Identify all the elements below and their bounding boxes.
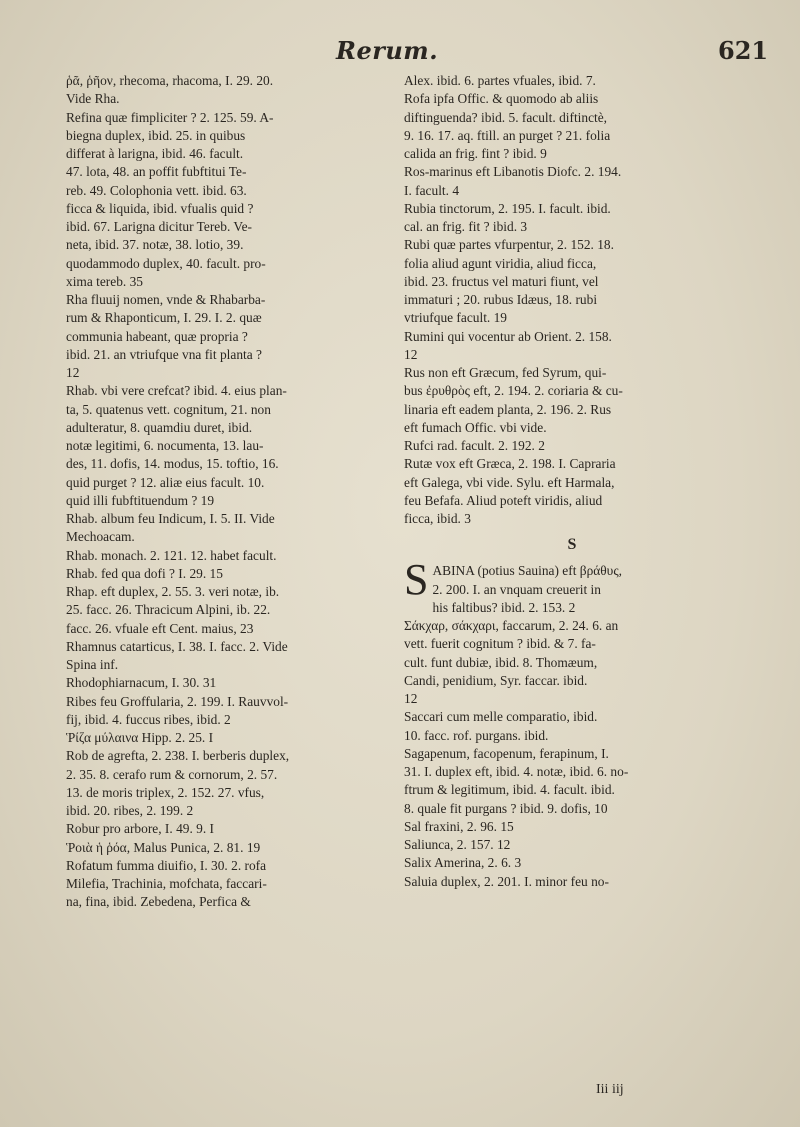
index-entry-line: ABINA (potius Sauina) eft βράθυς, <box>432 563 622 579</box>
drop-cap-initial: S <box>404 555 429 605</box>
index-entry-line: reb. 49. Colophonia vett. ibid. 63. <box>66 182 247 198</box>
index-entry-line: Spina inf. <box>66 657 119 672</box>
index-entry-line: 10. facc. rof. purgans. ibid. <box>404 727 549 743</box>
index-entry-line: Σάκχαρ, σάκχαρι, faccarum, 2. 24. 6. an <box>404 618 619 633</box>
index-entry-line: Milefia, Trachinia, mofchata, faccari- <box>66 876 267 891</box>
index-entry-line: Rhap. eft duplex, 2. 55. 3. veri notæ, ib. <box>66 584 280 599</box>
index-entry-line: 12 <box>66 365 80 380</box>
index-entry-line: Rubia tinctorum, 2. 195. I. facult. ibid. <box>404 200 611 216</box>
index-entry-line: Mechoacam. <box>66 529 135 545</box>
index-entry-line: neta, ibid. 37. notæ, 38. lotio, 39. <box>66 237 244 253</box>
index-entry-line: Alex. ibid. 6. partes vfuales, ibid. 7. <box>404 73 596 88</box>
index-entry-line: his faltibus? ibid. 2. 153. 2 <box>432 599 576 615</box>
index-entry-line: Rofatum fumma diuifio, I. 30. 2. rofa <box>66 857 267 873</box>
signature-mark: Iii iij <box>596 1082 624 1097</box>
right-column-entries-r <box>404 72 740 528</box>
index-entry-line: 2. 35. 8. cerafo rum & cornorum, 2. 57. <box>66 766 278 782</box>
index-entry-line: Ros-marinus eft Libanotis Diofc. 2. 194. <box>404 164 622 180</box>
index-entry-line: diftinguenda? ibid. 5. facult. diftinctè, <box>404 109 608 125</box>
index-entry-line: xima tereb. 35 <box>66 273 143 289</box>
index-entry-line: eft Galega, vbi vide. Sylu. eft Harmala, <box>404 474 615 490</box>
index-entry-line: notæ legitimi, 6. nocumenta, 13. lau- <box>66 438 264 453</box>
index-entry-line: vett. fuerit cognitum ? ibid. & 7. fa- <box>404 636 596 652</box>
index-entry-line: 25. facc. 26. Thracicum Alpini, ib. 22. <box>66 602 271 618</box>
running-head: Rerum. <box>336 36 439 65</box>
index-entry-line: Rhab. monach. 2. 121. 12. habet facult. <box>66 547 277 563</box>
index-entry-line: Saccari cum melle comparatio, ibid. <box>404 709 598 725</box>
index-entry-line: 13. de moris triplex, 2. 152. 27. vfus, <box>66 784 265 800</box>
index-entry-line: Saluia duplex, 2. 201. I. minor feu no- <box>404 873 609 889</box>
index-entry-line: linaria eft eadem planta, 2. 196. 2. Rus <box>404 401 612 417</box>
index-entry-line: facc. 26. vfuale eft Cent. maius, 23 <box>66 620 254 636</box>
index-entry-line: Ribes feu Groffularia, 2. 199. I. Rauvvol- <box>66 693 289 709</box>
index-entry-line: Rumini qui vocentur ab Orient. 2. 158. <box>404 328 612 344</box>
index-entry-line: Candi, penidium, Syr. faccar. ibid. <box>404 672 588 688</box>
index-entry-line: feu Befafa. Aliud poteft viridis, aliud <box>404 492 603 508</box>
index-entry-line: ficca & liquida, ibid. vfualis quid ? <box>66 200 254 216</box>
index-entry-line: bus ἐρυθρὸς eft, 2. 194. 2. coriaria & cu- <box>404 383 623 399</box>
index-entry-line: vtriufque facult. 19 <box>404 310 507 326</box>
index-entry-line: cal. an frig. fit ? ibid. 3 <box>404 219 528 234</box>
index-entry-line: Rubi quæ partes vfurpentur, 2. 152. 18. <box>404 237 614 253</box>
index-entry-line: I. facult. 4 <box>404 182 460 198</box>
index-entry-line: rum & Rhaponticum, I. 29. I. 2. quæ <box>66 310 262 326</box>
index-entry-line: quodammodo duplex, 40. facult. pro- <box>66 255 266 271</box>
index-entry-line: Robur pro arbore, I. 49. 9. I <box>66 821 215 837</box>
page-number: 621 <box>718 36 769 65</box>
index-entry-line: Rhab. album feu Indicum, I. 5. II. Vide <box>66 511 275 526</box>
index-entry-line: ibid. 21. an vtriufque vna fit planta ? <box>66 346 262 362</box>
index-entry-line: 31. I. duplex eft, ibid. 4. notæ, ibid. 6. no- <box>404 764 629 779</box>
index-entry-line: ῥᾶ, ῥῆον, rhecoma, rhacoma, I. 29. 20. <box>66 73 274 88</box>
index-entry-line: Salix Amerina, 2. 6. 3 <box>404 855 522 871</box>
index-entry-line: Rufci rad. facult. 2. 192. 2 <box>404 438 545 453</box>
index-entry-line: 9. 16. 17. aq. ftill. an purget ? 21. folia <box>404 127 611 143</box>
index-entry-line: differat à larigna, ibid. 46. facult. <box>66 146 244 161</box>
index-entry-line: 2. 200. I. an vnquam creuerit in <box>432 581 601 597</box>
index-entry-line: Sal fraxini, 2. 96. 15 <box>404 818 514 834</box>
index-entry-line: fij, ibid. 4. fuccus ribes, ibid. 2 <box>66 711 231 727</box>
index-entry-line: 8. quale fit purgans ? ibid. 9. dofis, 10 <box>404 800 608 816</box>
index-entry-line: 12 <box>404 691 418 706</box>
index-entry-line: calida an frig. fint ? ibid. 9 <box>404 146 547 161</box>
index-entry-line: des, 11. dofis, 14. modus, 15. toftio, 16. <box>66 456 279 472</box>
index-entry-line: Saliunca, 2. 157. 12 <box>404 837 511 852</box>
index-entry-line: cult. funt dubiæ, ibid. 8. Thomæum, <box>404 654 598 670</box>
index-entry-line: Rhodophiarnacum, I. 30. 31 <box>66 675 217 691</box>
index-entry-line: Vide Rha. <box>66 91 120 107</box>
index-entry-line: na, fina, ibid. Zebedena, Perfica & <box>66 894 251 910</box>
index-entry-line: communia habeant, quæ propria ? <box>66 328 248 344</box>
index-entry-line: quid illi fubftituendum ? 19 <box>66 492 215 508</box>
index-entry-line: immaturi ; 20. rubus Idæus, 18. rubi <box>404 292 598 307</box>
index-entry-line: Refina quæ fimpliciter ? 2. 125. 59. A- <box>66 109 274 125</box>
index-column-left <box>66 72 396 912</box>
index-entry-line: Ῥοιὰ ἡ ῥόα, Malus Punica, 2. 81. 19 <box>66 839 261 855</box>
index-entry-line: 12 <box>404 346 418 362</box>
index-entry-line: Rha fluuij nomen, vnde & Rhabarba- <box>66 292 266 307</box>
index-entry-line: ficca, ibid. 3 <box>404 511 471 526</box>
index-entry-line: ftrum & legitimum, ibid. 4. facult. ibid. <box>404 782 615 798</box>
index-entry-line: eft fumach Offic. vbi vide. <box>404 419 547 435</box>
section-heading-letter: S <box>567 536 577 554</box>
index-entry-line: Rhamnus catarticus, I. 38. I. facc. 2. Vide <box>66 638 288 654</box>
index-entry-line: folia aliud agunt viridia, aliud ficca, <box>404 255 597 271</box>
index-entry-line: Rofa ipfa Offic. & quomodo ab aliis <box>404 91 599 107</box>
index-entry-line: ibid. 67. Larigna dicitur Tereb. Ve- <box>66 219 252 234</box>
index-entry-line: Rus non eft Græcum, fed Syrum, qui- <box>404 365 607 380</box>
index-entry-line: Rob de agrefta, 2. 238. I. berberis duplex, <box>66 748 290 764</box>
index-entry-line: biegna duplex, ibid. 25. in quibus <box>66 127 246 143</box>
page-header <box>0 36 800 66</box>
index-entry-line: Sagapenum, facopenum, ferapinum, I. <box>404 745 609 761</box>
index-entry-line: Rutæ vox eft Græca, 2. 198. I. Capraria <box>404 456 616 472</box>
index-entry-line: Ῥίζα μύλαινα Hipp. 2. 25. I <box>66 730 214 745</box>
index-entry-line: ibid. 23. fructus vel maturi fiunt, vel <box>404 273 599 289</box>
index-entry-line: Rhab. vbi vere crefcat? ibid. 4. eius plan- <box>66 383 287 399</box>
index-entry-line: quid purget ? 12. aliæ eius facult. 10. <box>66 474 265 490</box>
right-column-entries-s <box>404 555 740 891</box>
index-entry-line: 47. lota, 48. an poffit fubftitui Te- <box>66 164 247 180</box>
index-entry-line: ta, 5. quatenus vett. cognitum, 21. non <box>66 401 271 417</box>
index-entry-line: Rhab. fed qua dofi ? I. 29. 15 <box>66 565 223 581</box>
index-entry-line: ibid. 20. ribes, 2. 199. 2 <box>66 803 194 818</box>
index-column-right <box>404 72 740 891</box>
index-entry-line: adulteratur, 8. quamdiu duret, ibid. <box>66 419 253 435</box>
